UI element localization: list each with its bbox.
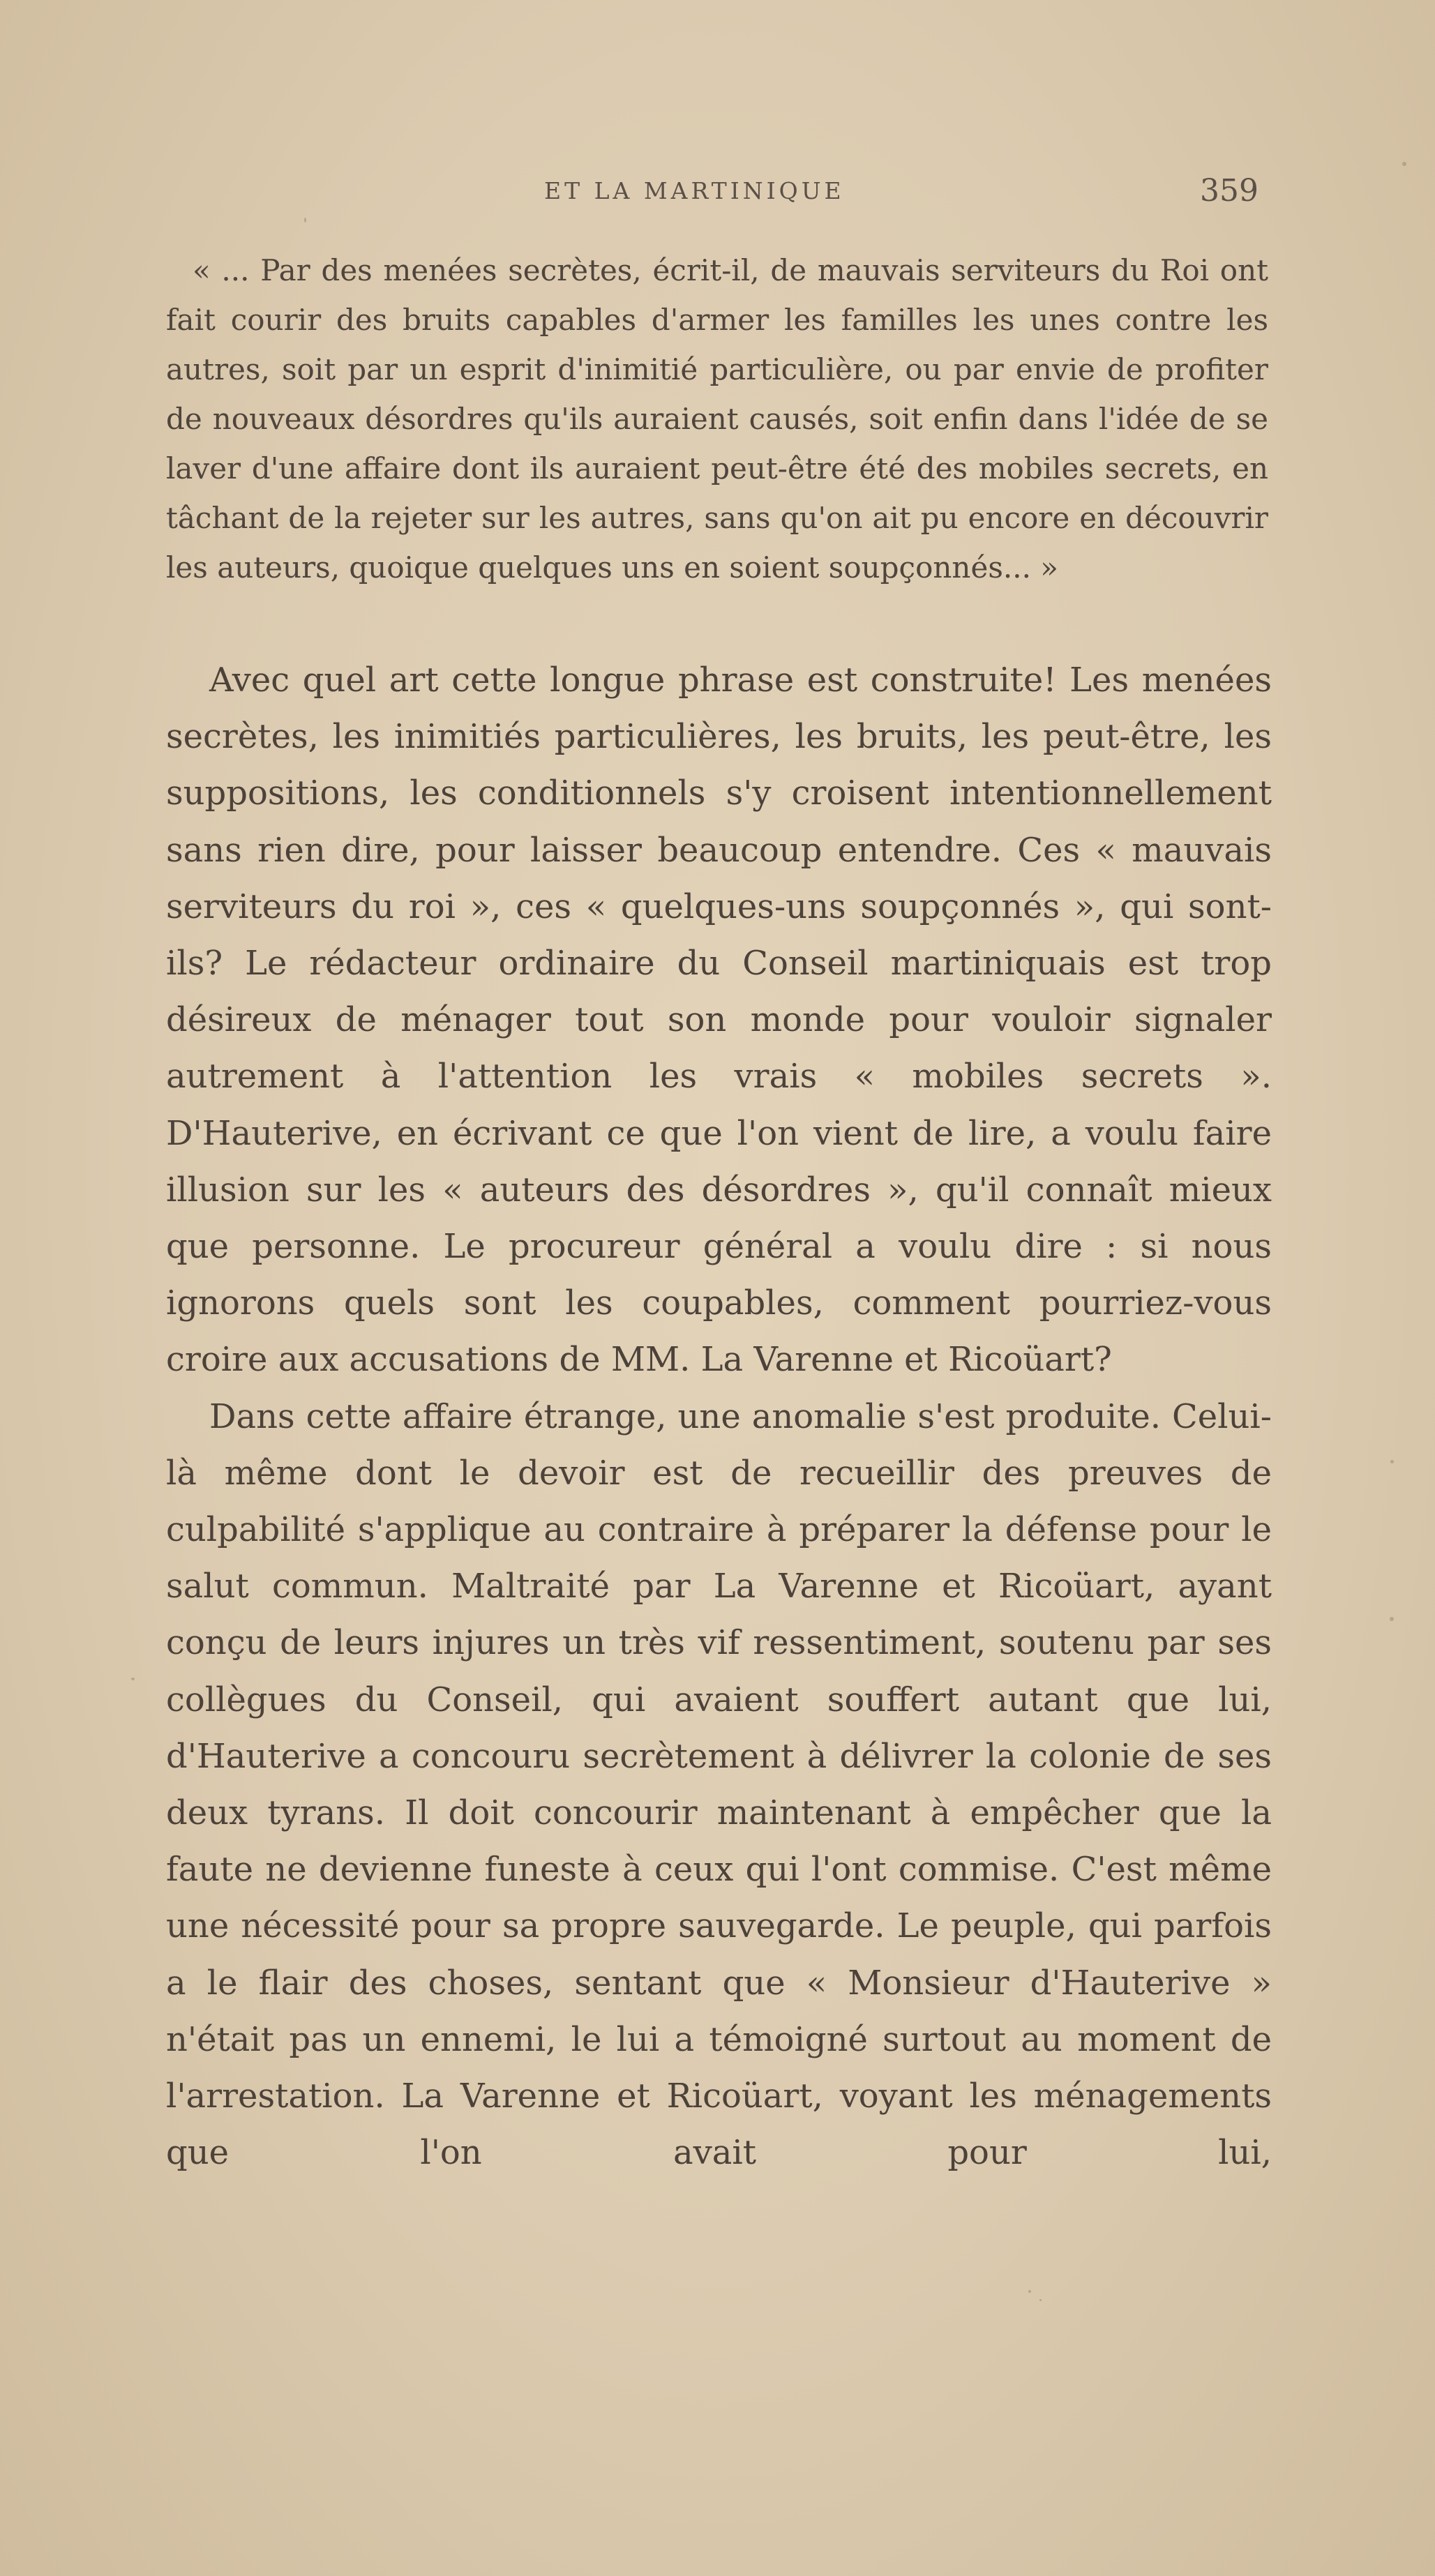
running-header: [0, 173, 1435, 215]
paper-speck: [1039, 2299, 1042, 2301]
paper-speck: [304, 218, 306, 223]
paper-speck: [1402, 162, 1406, 166]
page-number: 359: [1200, 173, 1259, 209]
paragraph: Dans cette affaire étrange, une anomalie s'est produite. Celui-là même dont le devoir est de recueillir des preuves de culpabilité s'applique au contraire à préparer la défense pour le salut commun. Maltraité par La Varenne et Ricoüart, ayant conçu de leurs injures un très vif ressentiment, soutenu par ses collègues du Conseil, qui avaient souffert autant que lui, d'Hauterive a concouru secrètement à délivrer la colonie de ses deux tyrans. Il doit concourir maintenant à empêcher que la faute ne devienne funeste à ceux qui l'ont commise. C'est même une nécessité pour sa propre sauvegarde. Le peuple, qui parfois a le flair des choses, sentant que « Monsieur d'Hauterive » n'était pas un ennemi, le lui a témoigné surtout au moment de l'arrestation. La Varenne et Ricoüart, voyant les ménagements que l'on avait pour lui,: [166, 1396, 1272, 2173]
paper-speck: [1390, 1460, 1394, 1463]
paper-speck: [1390, 1617, 1394, 1621]
quote-text: « ... Par des menées secrètes, écrit-il, de mauvais serviteurs du Roi ont fait courir des bruits capables d'armer les familles les unes contre les autres, soit par un esprit d'inimitié particulière, ou par envie de profiter de nouveaux désordres qu'ils auraient causés, soit enfin dans l'idée de se laver d'une affaire dont ils auraient peut-être été des mobiles secrets, en tâchant de la rejeter sur les autres, sans qu'on ait pu encore en découvrir les auteurs, quoique quelques uns en soient soupçonnés... »: [166, 253, 1268, 585]
running-title: ET LA MARTINIQUE: [544, 177, 845, 204]
block-quote: [166, 246, 1268, 592]
paper-speck: [131, 1678, 135, 1680]
paragraph: Avec quel art cette longue phrase est construite! Les menées secrètes, les inimitiés particulières, les bruits, les peut-être, les suppositions, les conditionnels s'y croisent intentionnellement sans rien dire, pour laisser beaucoup entendre. Ces « mauvais serviteurs du roi », ces « quelques-uns soupçonnés », qui sont-ils? Le rédacteur ordinaire du Conseil martiniquais est trop désireux de ménager tout son monde pour vouloir signaler autrement à l'attention les vrais « mobiles secrets ». D'Hauterive, en écrivant ce que l'on vient de lire, a voulu faire illusion sur les « auteurs des désordres », qu'il connaît mieux que personne. Le procureur général a voulu dire : si nous ignorons quels sont les coupables, comment pourriez-vous croire aux accusations de MM. La Varenne et Ricoüart?: [166, 661, 1272, 1380]
body-text: [166, 652, 1272, 2181]
paper-speck: [1028, 2290, 1031, 2293]
